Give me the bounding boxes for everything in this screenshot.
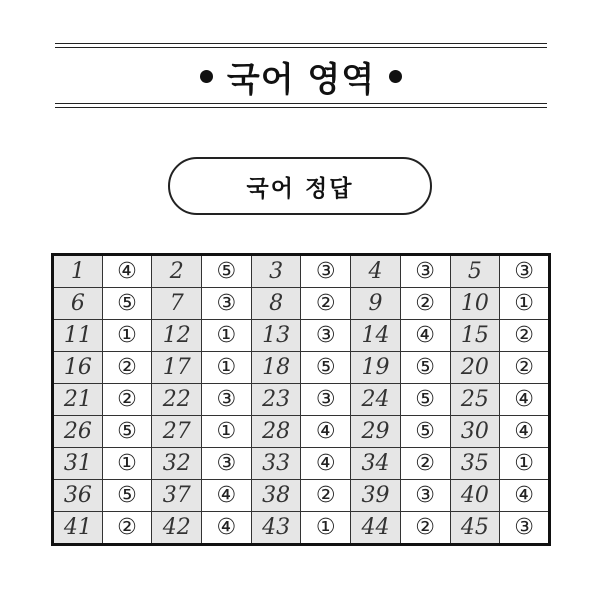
answer-choice: ⑤ [102,416,152,448]
question-number: 36 [53,480,103,512]
question-number: 4 [351,255,401,288]
answer-choice: ⑤ [400,352,450,384]
question-number: 16 [53,352,103,384]
answer-key-label: 국어 정답 [168,157,432,215]
question-number: 2 [152,255,202,288]
bullet-right-icon [389,70,402,83]
answer-choice: ③ [202,448,252,480]
question-number: 45 [450,512,500,545]
question-number: 32 [152,448,202,480]
question-number: 44 [351,512,401,545]
bullet-left-icon [200,70,213,83]
question-number: 33 [251,448,301,480]
answer-choice: ① [500,448,550,480]
question-number: 17 [152,352,202,384]
answer-choice: ① [202,352,252,384]
question-number: 7 [152,288,202,320]
question-number: 8 [251,288,301,320]
answer-choice: ② [102,512,152,545]
answer-choice: ② [301,480,351,512]
answer-choice: ⑤ [202,255,252,288]
top-rule-inner [55,47,547,48]
answer-choice: ② [102,384,152,416]
answer-choice: ③ [400,255,450,288]
question-number: 10 [450,288,500,320]
answer-choice: ③ [301,320,351,352]
table-row [53,416,550,448]
answer-choice: ⑤ [102,480,152,512]
table-row [53,480,550,512]
question-number: 15 [450,320,500,352]
question-number: 3 [251,255,301,288]
question-number: 34 [351,448,401,480]
answer-choice: ① [301,512,351,545]
question-number: 20 [450,352,500,384]
table-row [53,352,550,384]
question-number: 23 [251,384,301,416]
question-number: 35 [450,448,500,480]
answer-choice: ② [301,288,351,320]
question-number: 13 [251,320,301,352]
answer-choice: ③ [301,384,351,416]
answer-choice: ③ [500,255,550,288]
question-number: 28 [251,416,301,448]
answer-choice: ③ [301,255,351,288]
question-number: 25 [450,384,500,416]
answer-choice: ③ [500,512,550,545]
answer-choice: ⑤ [102,288,152,320]
answer-choice: ④ [500,416,550,448]
top-rule-outer [55,43,547,44]
answer-choice: ④ [202,512,252,545]
question-number: 14 [351,320,401,352]
section-title-text: 국어 영역 [226,59,376,100]
answer-choice: ② [500,352,550,384]
answer-choice: ① [202,320,252,352]
answer-choice: ④ [301,416,351,448]
answer-choice: ④ [500,384,550,416]
question-number: 39 [351,480,401,512]
answer-choice: ② [400,512,450,545]
answer-choice: ② [400,288,450,320]
section-title [55,50,547,102]
question-number: 22 [152,384,202,416]
answer-choice: ④ [301,448,351,480]
answer-choice: ① [202,416,252,448]
answer-choice: ② [500,320,550,352]
answer-choice: ③ [202,384,252,416]
question-number: 11 [53,320,103,352]
answer-choice: ④ [400,320,450,352]
table-row [53,255,550,288]
question-number: 40 [450,480,500,512]
question-number: 9 [351,288,401,320]
answer-choice: ③ [202,288,252,320]
question-number: 43 [251,512,301,545]
bottom-rule-inner [55,103,547,104]
question-number: 30 [450,416,500,448]
table-row [53,384,550,416]
question-number: 26 [53,416,103,448]
answer-choice: ③ [400,480,450,512]
answer-choice: ② [102,352,152,384]
answer-choice: ④ [102,255,152,288]
question-number: 18 [251,352,301,384]
question-number: 38 [251,480,301,512]
answer-choice: ⑤ [301,352,351,384]
answer-choice: ② [400,448,450,480]
answer-choice: ① [102,448,152,480]
bottom-rule-outer [55,107,547,108]
table-row [53,320,550,352]
answer-choice: ④ [202,480,252,512]
answer-choice: ⑤ [400,416,450,448]
question-number: 21 [53,384,103,416]
question-number: 29 [351,416,401,448]
question-number: 27 [152,416,202,448]
question-number: 41 [53,512,103,545]
answer-choice: ⑤ [400,384,450,416]
table-row [53,448,550,480]
question-number: 42 [152,512,202,545]
answer-choice: ① [102,320,152,352]
table-row [53,512,550,545]
question-number: 5 [450,255,500,288]
table-row [53,288,550,320]
question-number: 19 [351,352,401,384]
question-number: 24 [351,384,401,416]
answer-choice: ① [500,288,550,320]
question-number: 12 [152,320,202,352]
question-number: 1 [53,255,103,288]
question-number: 31 [53,448,103,480]
answer-choice: ④ [500,480,550,512]
answer-table [51,253,551,546]
question-number: 6 [53,288,103,320]
question-number: 37 [152,480,202,512]
